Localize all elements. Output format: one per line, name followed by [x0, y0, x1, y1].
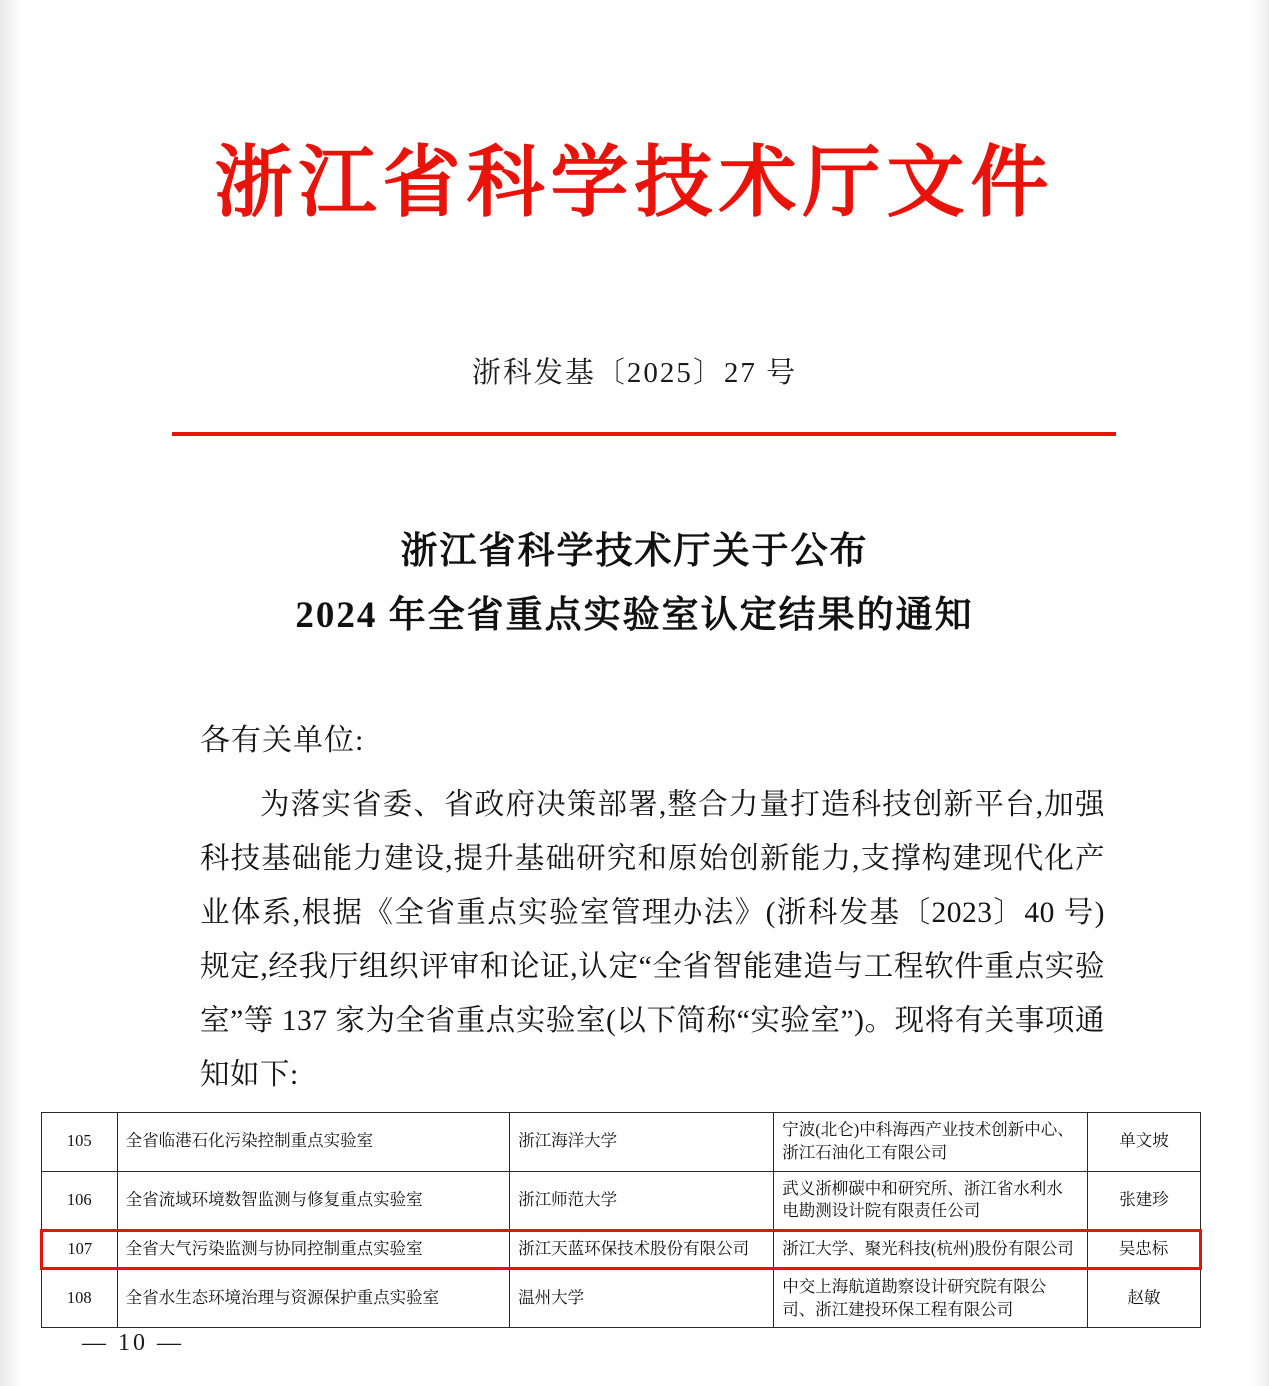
- table-row: [42, 1171, 1201, 1231]
- salutation: 各有关单位:: [200, 724, 365, 757]
- table-row: [42, 1113, 1201, 1172]
- row-number: 108: [42, 1268, 118, 1328]
- row-lab-name: 全省大气污染监测与协同控制重点实验室: [117, 1231, 510, 1269]
- notice-title-line-2: 2024 年全省重点实验室认定结果的通知: [295, 594, 974, 636]
- row-host-unit: 浙江海洋大学: [510, 1113, 774, 1172]
- table-row: [42, 1268, 1201, 1328]
- red-divider-rule: [172, 432, 1116, 436]
- row-cooperating-units: 浙江大学、聚光科技(杭州)股份有限公司: [774, 1231, 1088, 1269]
- table-row-highlighted: [42, 1231, 1201, 1269]
- row-cooperating-units: 中交上海航道勘察设计研究院有限公司、浙江建投环保工程有限公司: [774, 1268, 1088, 1328]
- page-number: — 10 —: [82, 1330, 184, 1356]
- row-lab-name: 全省流域环境数智监测与修复重点实验室: [117, 1171, 510, 1231]
- row-cooperating-units: 武义浙柳碳中和研究所、浙江省水利水电勘测设计院有限责任公司: [774, 1171, 1088, 1231]
- row-number: 107: [42, 1231, 118, 1269]
- row-person-in-charge: 张建珍: [1087, 1171, 1200, 1231]
- document-number: 浙科发基〔2025〕27 号: [471, 357, 798, 389]
- row-cooperating-units: 宁波(北仑)中科海西产业技术创新中心、浙江石油化工有限公司: [774, 1113, 1088, 1172]
- notice-title-line-1: 浙江省科学技术厅关于公布: [400, 531, 869, 572]
- row-person-in-charge: 吴忠标: [1087, 1231, 1200, 1269]
- body-paragraph: 为落实省委、省政府决策部署,整合力量打造科技创新平台,加强科技基础能力建设,提升基础研究和原始创新能力,支撑构建现代化产业体系,根据《全省重点实验室管理办法》(浙科发基〔2023〕40 号)规定,经我厅组织评审和论证,认定“全省智能建造与工程软件重点实验室”等 137 家为全省重点实验室(以下简称“实验室”)。现将有关事项通知如下:: [200, 789, 1105, 1091]
- results-table: [40, 1112, 1202, 1328]
- row-host-unit: 浙江师范大学: [510, 1171, 774, 1231]
- row-person-in-charge: 赵敏: [1087, 1268, 1200, 1328]
- row-lab-name: 全省水生态环境治理与资源保护重点实验室: [117, 1268, 510, 1328]
- results-table-body: [42, 1113, 1201, 1328]
- row-host-unit: 浙江天蓝环保技术股份有限公司: [510, 1231, 774, 1269]
- row-number: 105: [42, 1113, 118, 1172]
- notice-title: [0, 520, 1269, 647]
- row-number: 106: [42, 1171, 118, 1231]
- row-host-unit: 温州大学: [510, 1268, 774, 1328]
- results-table-container: [40, 1112, 1202, 1328]
- document-header-title: 浙江省科学技术厅文件: [214, 137, 1055, 228]
- row-person-in-charge: 单文坡: [1087, 1113, 1200, 1172]
- row-lab-name: 全省临港石化污染控制重点实验室: [117, 1113, 510, 1172]
